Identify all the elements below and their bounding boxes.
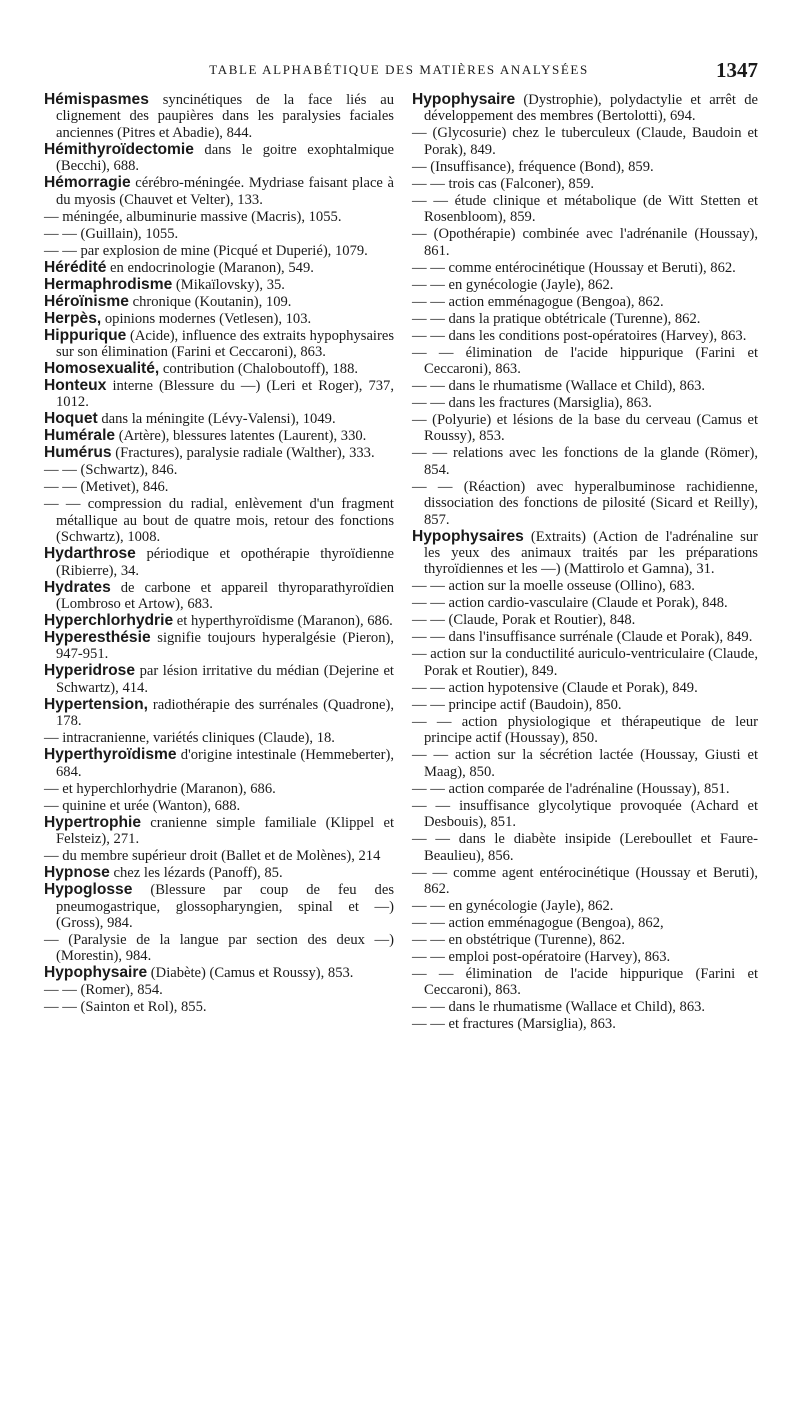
index-entry-text: radiothérapie des surrénales (Quadrone), 178. [56, 696, 394, 730]
index-headword: Hypophysaires [412, 527, 524, 545]
index-entry [44, 999, 394, 1015]
index-entry-text: — — insuffisance glycolytique provoquée (Achard et Desbouis), 851. [412, 797, 758, 831]
index-entry-text: — — action hypotensive (Claude et Porak), 849. [412, 679, 698, 696]
index-entry [44, 92, 394, 141]
index-entry-text: — et hyperchlorhydrie (Maranon), 686. [44, 780, 276, 797]
running-title: TABLE ALPHABÉTIQUE DES MATIÈRES ANALYSÉES [209, 62, 589, 77]
index-entry [412, 1016, 758, 1032]
index-entry-text: cérébro-méningée. Mydriase faisant place à du myosis (Chauvet et Velter), 133. [56, 175, 394, 208]
index-entry [412, 445, 758, 478]
index-entry [44, 982, 394, 998]
index-entry-text: — — en gynécologie (Jayle), 862. [412, 276, 614, 293]
index-entry-text: — (Paralysie de la langue par section des deux —) (Morestin), 984. [44, 931, 394, 965]
index-entry-text: — — relations avec les fonctions de la glande (Römer), 854. [412, 445, 758, 478]
index-entry [44, 445, 394, 461]
index-entry [44, 260, 394, 276]
index-entry [412, 629, 758, 645]
index-headword: Humérale [44, 427, 116, 445]
index-entry-text: — quinine et urée (Wanton), 688. [44, 797, 241, 814]
index-entry [44, 411, 394, 427]
index-headword: Honteux [44, 377, 107, 395]
index-headword: Hypophysaire [44, 964, 148, 982]
index-entry-text: — — en gynécologie (Jayle), 862. [412, 897, 614, 914]
index-entry [412, 412, 758, 445]
index-entry-text: — — comme entérocinétique (Houssay et Beruti), 862. [412, 259, 736, 276]
index-headword: Hermaphrodisme [44, 275, 173, 293]
index-entry-text: de carbone et appareil thyroparathyroïdien (Lombroso et Artow), 683. [56, 579, 394, 613]
index-entry-text: — — par explosion de mine (Picqué et Duperié), 1079. [44, 242, 368, 259]
index-headword: Hérédité [44, 258, 107, 276]
index-entry [412, 915, 758, 931]
index-headword: Homosexualité, [44, 360, 160, 378]
index-entry-text: — — action sur la sécrétion lactée (Houssay, Giusti et Maag), 850. [412, 747, 758, 780]
index-headword: Hyperidrose [44, 662, 135, 680]
index-entry-text: — — étude clinique et métabolique (de Witt Stetten et Rosenbloom), 859. [412, 192, 758, 226]
index-entry [412, 226, 758, 259]
index-entry [412, 949, 758, 965]
index-entry [44, 175, 394, 208]
index-entry [44, 613, 394, 629]
index-entry-text: — — (Claude, Porak et Routier), 848. [412, 612, 636, 629]
index-entry-text: — (Polyurie) et lésions de la base du cerveau (Camus et Roussy), 853. [412, 412, 758, 445]
index-entry [412, 714, 758, 747]
index-entry [44, 932, 394, 965]
index-entry-text: cranienne simple familiale (Klippel et Felsteiz), 271. [56, 814, 394, 848]
index-entry [412, 294, 758, 310]
index-entry [412, 125, 758, 158]
index-entry-text: — — action cardio-vasculaire (Claude et Porak), 848. [412, 595, 728, 612]
index-entry-text: — — (Schwartz), 846. [44, 462, 178, 479]
index-entry [44, 378, 394, 411]
index-entry-text: — (Opothérapie) combinée avec l'adrénanile (Houssay), 861. [412, 226, 758, 259]
index-entry [44, 277, 394, 293]
index-entry [412, 176, 758, 192]
index-headword: Hémorragie [44, 174, 131, 192]
index-entry-text: — — compression du radial, enlèvement d'un fragment métallique au bout de quatre mois, retour des fonctions (Schwartz), 1008. [44, 496, 394, 546]
index-headword: Hoquet [44, 410, 98, 428]
index-entry [412, 865, 758, 898]
index-headword: Hyperchlorhydrie [44, 612, 174, 630]
index-entry-text: — du membre supérieur droit (Ballet et de Molènes), 214 [44, 848, 381, 865]
index-entry-text: — (Insuffisance), fréquence (Bond), 859. [412, 158, 654, 175]
index-entry [44, 209, 394, 225]
index-entry [44, 697, 394, 730]
index-entry-text: — — (Romer), 854. [44, 982, 163, 999]
index-entry-text: — — emploi post-opératoire (Harvey), 863. [412, 948, 671, 965]
index-entry-text: — — action physiologique et thérapeutique de leur principe actif (Houssay), 850. [412, 713, 758, 747]
index-entry [412, 479, 758, 528]
index-entry-text: chronique (Koutanin), 109. [128, 293, 292, 310]
index-entry [412, 798, 758, 831]
index-entry [412, 999, 758, 1015]
right-column [412, 92, 758, 1033]
index-entry [412, 898, 758, 914]
index-entry [412, 781, 758, 797]
index-headword: Hyperesthésie [44, 629, 151, 647]
index-entry-text: — — dans le diabète insipide (Lereboullet et Faure-Beaulieu), 856. [412, 831, 758, 864]
index-headword: Hydrates [44, 578, 111, 596]
index-entry [44, 361, 394, 377]
index-entry-text: chez les lézards (Panoff), 85. [109, 865, 283, 882]
index-entry-text: et hyperthyroïdisme (Maranon), 686. [173, 613, 393, 630]
index-entry [44, 294, 394, 310]
index-entry [44, 496, 394, 545]
index-entry-text: — méningée, albuminurie massive (Macris), 1055. [44, 208, 342, 225]
index-headword: Hydarthrose [44, 545, 136, 563]
index-entry-text: par lésion irritative du médian (Dejerine et Schwartz), 414. [56, 663, 394, 696]
index-headword: Herpès, [44, 309, 102, 327]
index-entry [412, 529, 758, 578]
index-entry-text: interne (Blessure du —) (Leri et Roger), 737, 1012. [56, 378, 394, 411]
index-entry [412, 328, 758, 344]
index-entry-text: — — (Guillain), 1055. [44, 225, 179, 242]
index-entry-text: (Acide), influence des extraits hypophysaires sur son élimination (Farini et Ceccaroni), 863. [56, 327, 394, 361]
index-entry [412, 578, 758, 594]
index-entry [44, 243, 394, 259]
index-entry [412, 680, 758, 696]
index-headword: Hypertrophie [44, 813, 142, 831]
index-headword: Hypoglosse [44, 881, 133, 899]
index-entry-text: contribution (Chaloboutoff), 188. [159, 361, 359, 378]
index-entry-text: — — action emménagogue (Bengoa), 862. [412, 293, 664, 310]
index-entry-text: — — action emménagogue (Bengoa), 862, [412, 914, 664, 931]
index-entry-text: (Dystrophie), polydactylie et arrêt de développement des membres (Bertolotti), 694. [424, 92, 758, 125]
index-entry-text: — — principe actif (Baudoin), 850. [412, 696, 622, 713]
index-entry-text: — — trois cas (Falconer), 859. [412, 175, 594, 192]
index-headword: Hippurique [44, 326, 127, 344]
index-headword: Hypertension, [44, 695, 148, 713]
index-entry [412, 612, 758, 628]
left-column [44, 92, 394, 1016]
index-entry [44, 798, 394, 814]
index-entry-text: — — dans le rhumatisme (Wallace et Child), 863. [412, 999, 706, 1016]
index-entry [44, 747, 394, 780]
index-entry [412, 697, 758, 713]
index-entry [44, 142, 394, 175]
index-entry-text: — — dans les fractures (Marsiglia), 863. [412, 395, 652, 412]
index-entry-text: (Artère), blessures latentes (Laurent), 330. [115, 428, 367, 445]
index-entry-text: — — en obstétrique (Turenne), 862. [412, 931, 626, 948]
index-entry-text: — intracranienne, variétés cliniques (Claude), 18. [44, 730, 335, 747]
index-entry-text: en endocrinologie (Maranon), 549. [106, 259, 314, 276]
index-entry [44, 663, 394, 696]
index-headword: Hypnose [44, 864, 110, 882]
index-entry-text: — — dans le rhumatisme (Wallace et Child), 863. [412, 378, 706, 395]
index-entry-text: — — (Réaction) avec hyperalbuminose rachidienne, dissociation des fonctions de pilosité (Sicard et Reilly), 857. [412, 478, 758, 528]
index-entry-text: — action sur la conductilité auriculo-ventriculaire (Claude, Porak et Routier), 849. [412, 646, 758, 679]
index-entry [44, 630, 394, 663]
index-entry [44, 882, 394, 931]
index-entry [412, 277, 758, 293]
index-entry [412, 193, 758, 226]
index-entry-text: opinions modernes (Vetlesen), 103. [101, 310, 312, 327]
index-entry-text: (Diabète) (Camus et Roussy), 853. [147, 965, 354, 982]
index-entry-text: — (Glycosurie) chez le tuberculeux (Claude, Baudoin et Porak), 849. [412, 125, 758, 158]
page-header [40, 58, 758, 84]
index-entry-text: — — élimination de l'acide hippurique (Farini et Ceccaroni), 863. [412, 344, 758, 378]
index-entry [412, 966, 758, 999]
index-entry-text: d'origine intestinale (Hemmeberter), 684. [56, 747, 394, 780]
index-entry-text: (Extraits) (Action de l'adrénaline sur les yeux des animaux traités par les préparations thyroïdiennes et les —) (Mattirolo et Gamna), 31. [424, 528, 758, 578]
index-entry-text: — — comme agent entérocinétique (Houssay et Beruti), 862. [412, 864, 758, 897]
index-entry [412, 159, 758, 175]
index-entry [412, 395, 758, 411]
index-entry [412, 92, 758, 125]
index-entry [44, 226, 394, 242]
index-entry [44, 311, 394, 327]
index-headword: Héroïnisme [44, 292, 129, 310]
page-number: 1347 [716, 58, 758, 82]
index-entry [44, 965, 394, 981]
index-entry [412, 747, 758, 780]
index-entry [44, 730, 394, 746]
index-entry [44, 328, 394, 361]
index-entry-text: — — (Metivet), 846. [44, 479, 169, 496]
index-entry [412, 260, 758, 276]
index-entry-text: syncinétiques de la face liés au clignement des paupières dans les paralysies faciales anciennes (Pitres et Abadie), 844. [56, 92, 394, 141]
index-entry [44, 815, 394, 848]
index-entry [44, 848, 394, 864]
index-headword: Hypophysaire [412, 91, 516, 108]
index-entry [44, 479, 394, 495]
index-entry-text: — — action sur la moelle osseuse (Ollino), 683. [412, 578, 695, 595]
index-headword: Hémithyroïdectomie [44, 140, 194, 158]
index-entry-text: — — dans la pratique obtétricale (Turenne), 862. [412, 310, 701, 327]
index-headword: Hyperthyroïdisme [44, 746, 177, 764]
index-entry-text: (Fractures), paralysie radiale (Walther), 333. [111, 445, 375, 462]
index-entry-text: signifie toujours hyperalgésie (Pieron), 947-951. [56, 630, 394, 663]
index-entry-text: — — élimination de l'acide hippurique (Farini et Ceccaroni), 863. [412, 965, 758, 999]
index-entry-text: dans la méningite (Lévy-Valensi), 1049. [97, 411, 336, 428]
index-entry-text: dans le goitre exophtalmique (Becchi), 688. [56, 141, 394, 175]
index-headword: Hémispasmes [44, 91, 149, 108]
index-entry-text: — — dans l'insuffisance surrénale (Claude et Porak), 849. [412, 629, 753, 646]
index-entry-text: (Blessure par coup de feu des pneumogastrique, glossopharyngien, spinal et —) (Gross), 984. [56, 882, 394, 931]
index-entry [44, 781, 394, 797]
index-entry-text: — — action comparée de l'adrénaline (Houssay), 851. [412, 780, 730, 797]
index-entry [412, 378, 758, 394]
index-entry-text: (Mikaïlovsky), 35. [172, 276, 285, 293]
index-entry [412, 311, 758, 327]
index-entry [412, 932, 758, 948]
index-entry [412, 646, 758, 679]
index-entry-text: — — dans les conditions post-opératoires (Harvey), 863. [412, 327, 747, 344]
index-entry-text: — — (Sainton et Rol), 855. [44, 999, 207, 1016]
index-entry [44, 865, 394, 881]
index-entry [412, 595, 758, 611]
index-entry [412, 345, 758, 378]
index-entry [44, 546, 394, 579]
index-entry [44, 462, 394, 478]
index-entry-text: — — et fractures (Marsiglia), 863. [412, 1016, 616, 1033]
index-entry [44, 428, 394, 444]
index-entry [412, 831, 758, 864]
index-headword: Humérus [44, 444, 112, 462]
index-entry [44, 580, 394, 613]
index-entry-text: périodique et opothérapie thyroïdienne (Ribierre), 34. [56, 546, 394, 579]
